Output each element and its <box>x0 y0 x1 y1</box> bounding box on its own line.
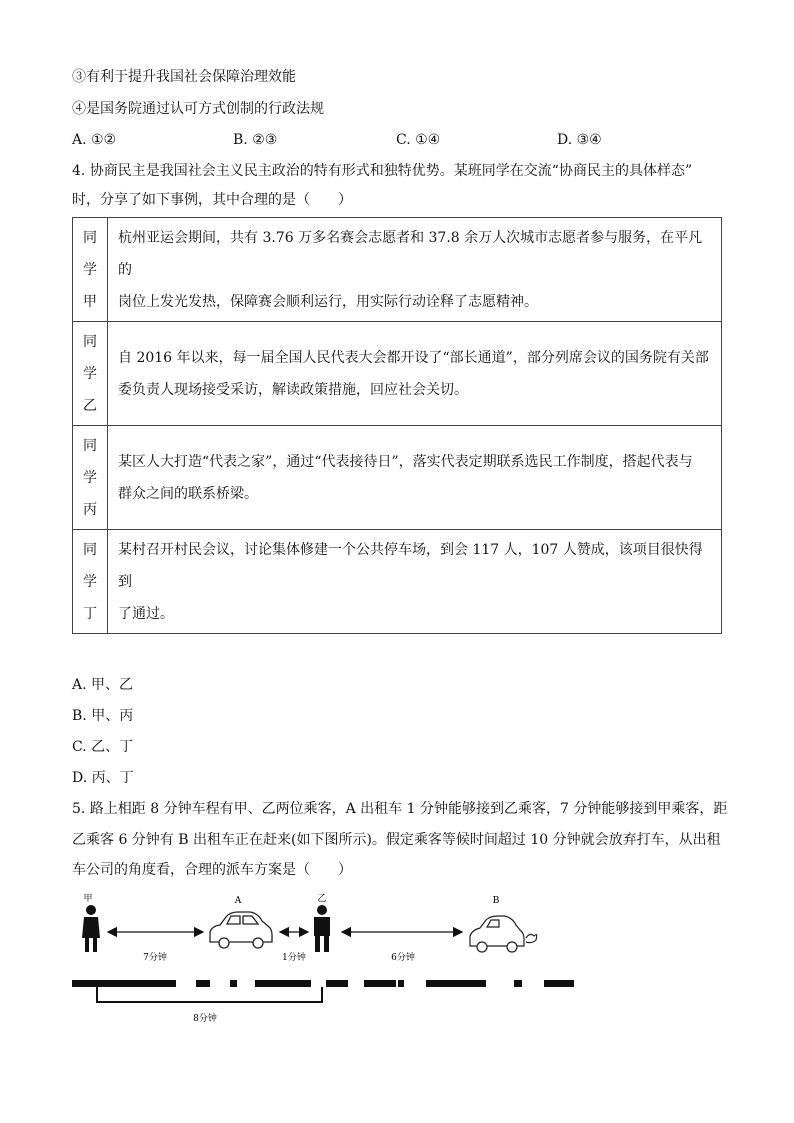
q3-option-b[interactable]: B. ②③ <box>233 132 278 148</box>
student-jia-example <box>108 218 722 322</box>
label-char: 丁 <box>83 605 97 622</box>
statement-3: ③有利于提升我国社会保障治理效能 <box>72 69 296 85</box>
example-text-line: 某区人大打造“代表之家”，通过“代表接待日”，落实代表定期联系选民工作制度，搭起代表与 <box>118 453 693 470</box>
table-row <box>73 218 722 322</box>
label-char: 学 <box>83 573 97 590</box>
label-char: 乙 <box>83 397 97 414</box>
person-yi-label: 乙 <box>317 894 327 904</box>
q5-stem-line3: 车公司的角度看，合理的派车方案是（ ） <box>72 862 352 878</box>
label-char: 同 <box>83 541 97 558</box>
q3-option-c[interactable]: C. ①④ <box>396 132 441 148</box>
student-yi-example <box>108 322 722 426</box>
student-bing-example <box>108 426 722 530</box>
person-jia-icon <box>82 905 100 952</box>
statement-4: ④是国务院通过认可方式创制的行政法规 <box>72 101 324 117</box>
label-char: 丙 <box>83 501 97 518</box>
taxi-diagram <box>70 888 590 1028</box>
example-text-line: 群众之间的联系桥梁。 <box>118 485 258 502</box>
q4-option-a[interactable]: A. 甲、乙 <box>72 677 134 693</box>
table-row <box>73 530 722 634</box>
q4-option-d[interactable]: D. 丙、丁 <box>72 770 134 786</box>
example-text-line: 杭州亚运会期间，共有 3.76 万多名赛会志愿者和 37.8 余万人次城市志愿者参与服务，在平凡的 <box>118 229 703 278</box>
student-bing-label <box>73 426 108 530</box>
label-7min: 7分钟 <box>143 953 167 963</box>
label-char: 甲 <box>83 293 97 310</box>
q4-stem-line2: 时，分享了如下事例，其中合理的是（ ） <box>72 192 352 208</box>
label-8min: 8分钟 <box>193 1014 217 1024</box>
person-yi-icon <box>314 905 330 952</box>
q3-option-d[interactable]: D. ③④ <box>557 132 602 148</box>
example-text-line: 某村召开村民会议，讨论集体修建一个公共停车场，到会 117 人，107 人赞成，该项目很快得到 <box>118 541 703 590</box>
car-a-label: A <box>234 896 242 906</box>
q3-option-a[interactable]: A. ①② <box>72 132 117 148</box>
car-a-icon <box>210 912 272 948</box>
student-ding-label <box>73 530 108 634</box>
road-line <box>72 980 574 987</box>
label-char: 学 <box>83 261 97 278</box>
q5-stem-line1: 5. 路上相距 8 分钟车程有甲、乙两位乘客，A 出租车 1 分钟能够接到乙乘客，7 分钟能够接到甲乘客，距 <box>72 801 728 817</box>
student-jia-label <box>73 218 108 322</box>
label-1min: 1分钟 <box>282 953 306 963</box>
q4-option-b[interactable]: B. 甲、丙 <box>72 708 134 724</box>
student-yi-label <box>73 322 108 426</box>
label-char: 学 <box>83 365 97 382</box>
bracket-8min <box>97 987 322 1002</box>
example-text-line: 委负责人现场接受采访，解读政策措施，回应社会关切。 <box>118 381 468 398</box>
q5-stem-line2: 乙乘客 6 分钟有 B 出租车正在赶来(如下图所示)。假定乘客等候时间超过 10 分钟就会放弃打车，从出租 <box>72 832 721 848</box>
example-text-line: 岗位上发光发热，保障赛会顺利运行，用实际行动诠释了志愿精神。 <box>118 293 538 310</box>
car-b-icon <box>470 916 537 952</box>
person-jia-label: 甲 <box>83 894 93 904</box>
examples-table <box>72 217 722 634</box>
q4-stem-line1: 4. 协商民主是我国社会主义民主政治的特有形式和独特优势。某班同学在交流“协商民主的具体样态” <box>72 163 693 179</box>
car-b-label: B <box>492 896 500 906</box>
label-char: 同 <box>83 333 97 350</box>
example-text-line: 自 2016 年以来，每一届全国人民代表大会都开设了“部长通道”，部分列席会议的国务院有关部 <box>118 349 709 366</box>
label-char: 学 <box>83 469 97 486</box>
q4-option-c[interactable]: C. 乙、丁 <box>72 739 134 755</box>
table-row <box>73 426 722 530</box>
label-char: 同 <box>83 229 97 246</box>
label-char: 同 <box>83 437 97 454</box>
label-6min: 6分钟 <box>391 953 415 963</box>
example-text-line: 了通过。 <box>118 605 174 622</box>
table-row <box>73 322 722 426</box>
student-ding-example <box>108 530 722 634</box>
